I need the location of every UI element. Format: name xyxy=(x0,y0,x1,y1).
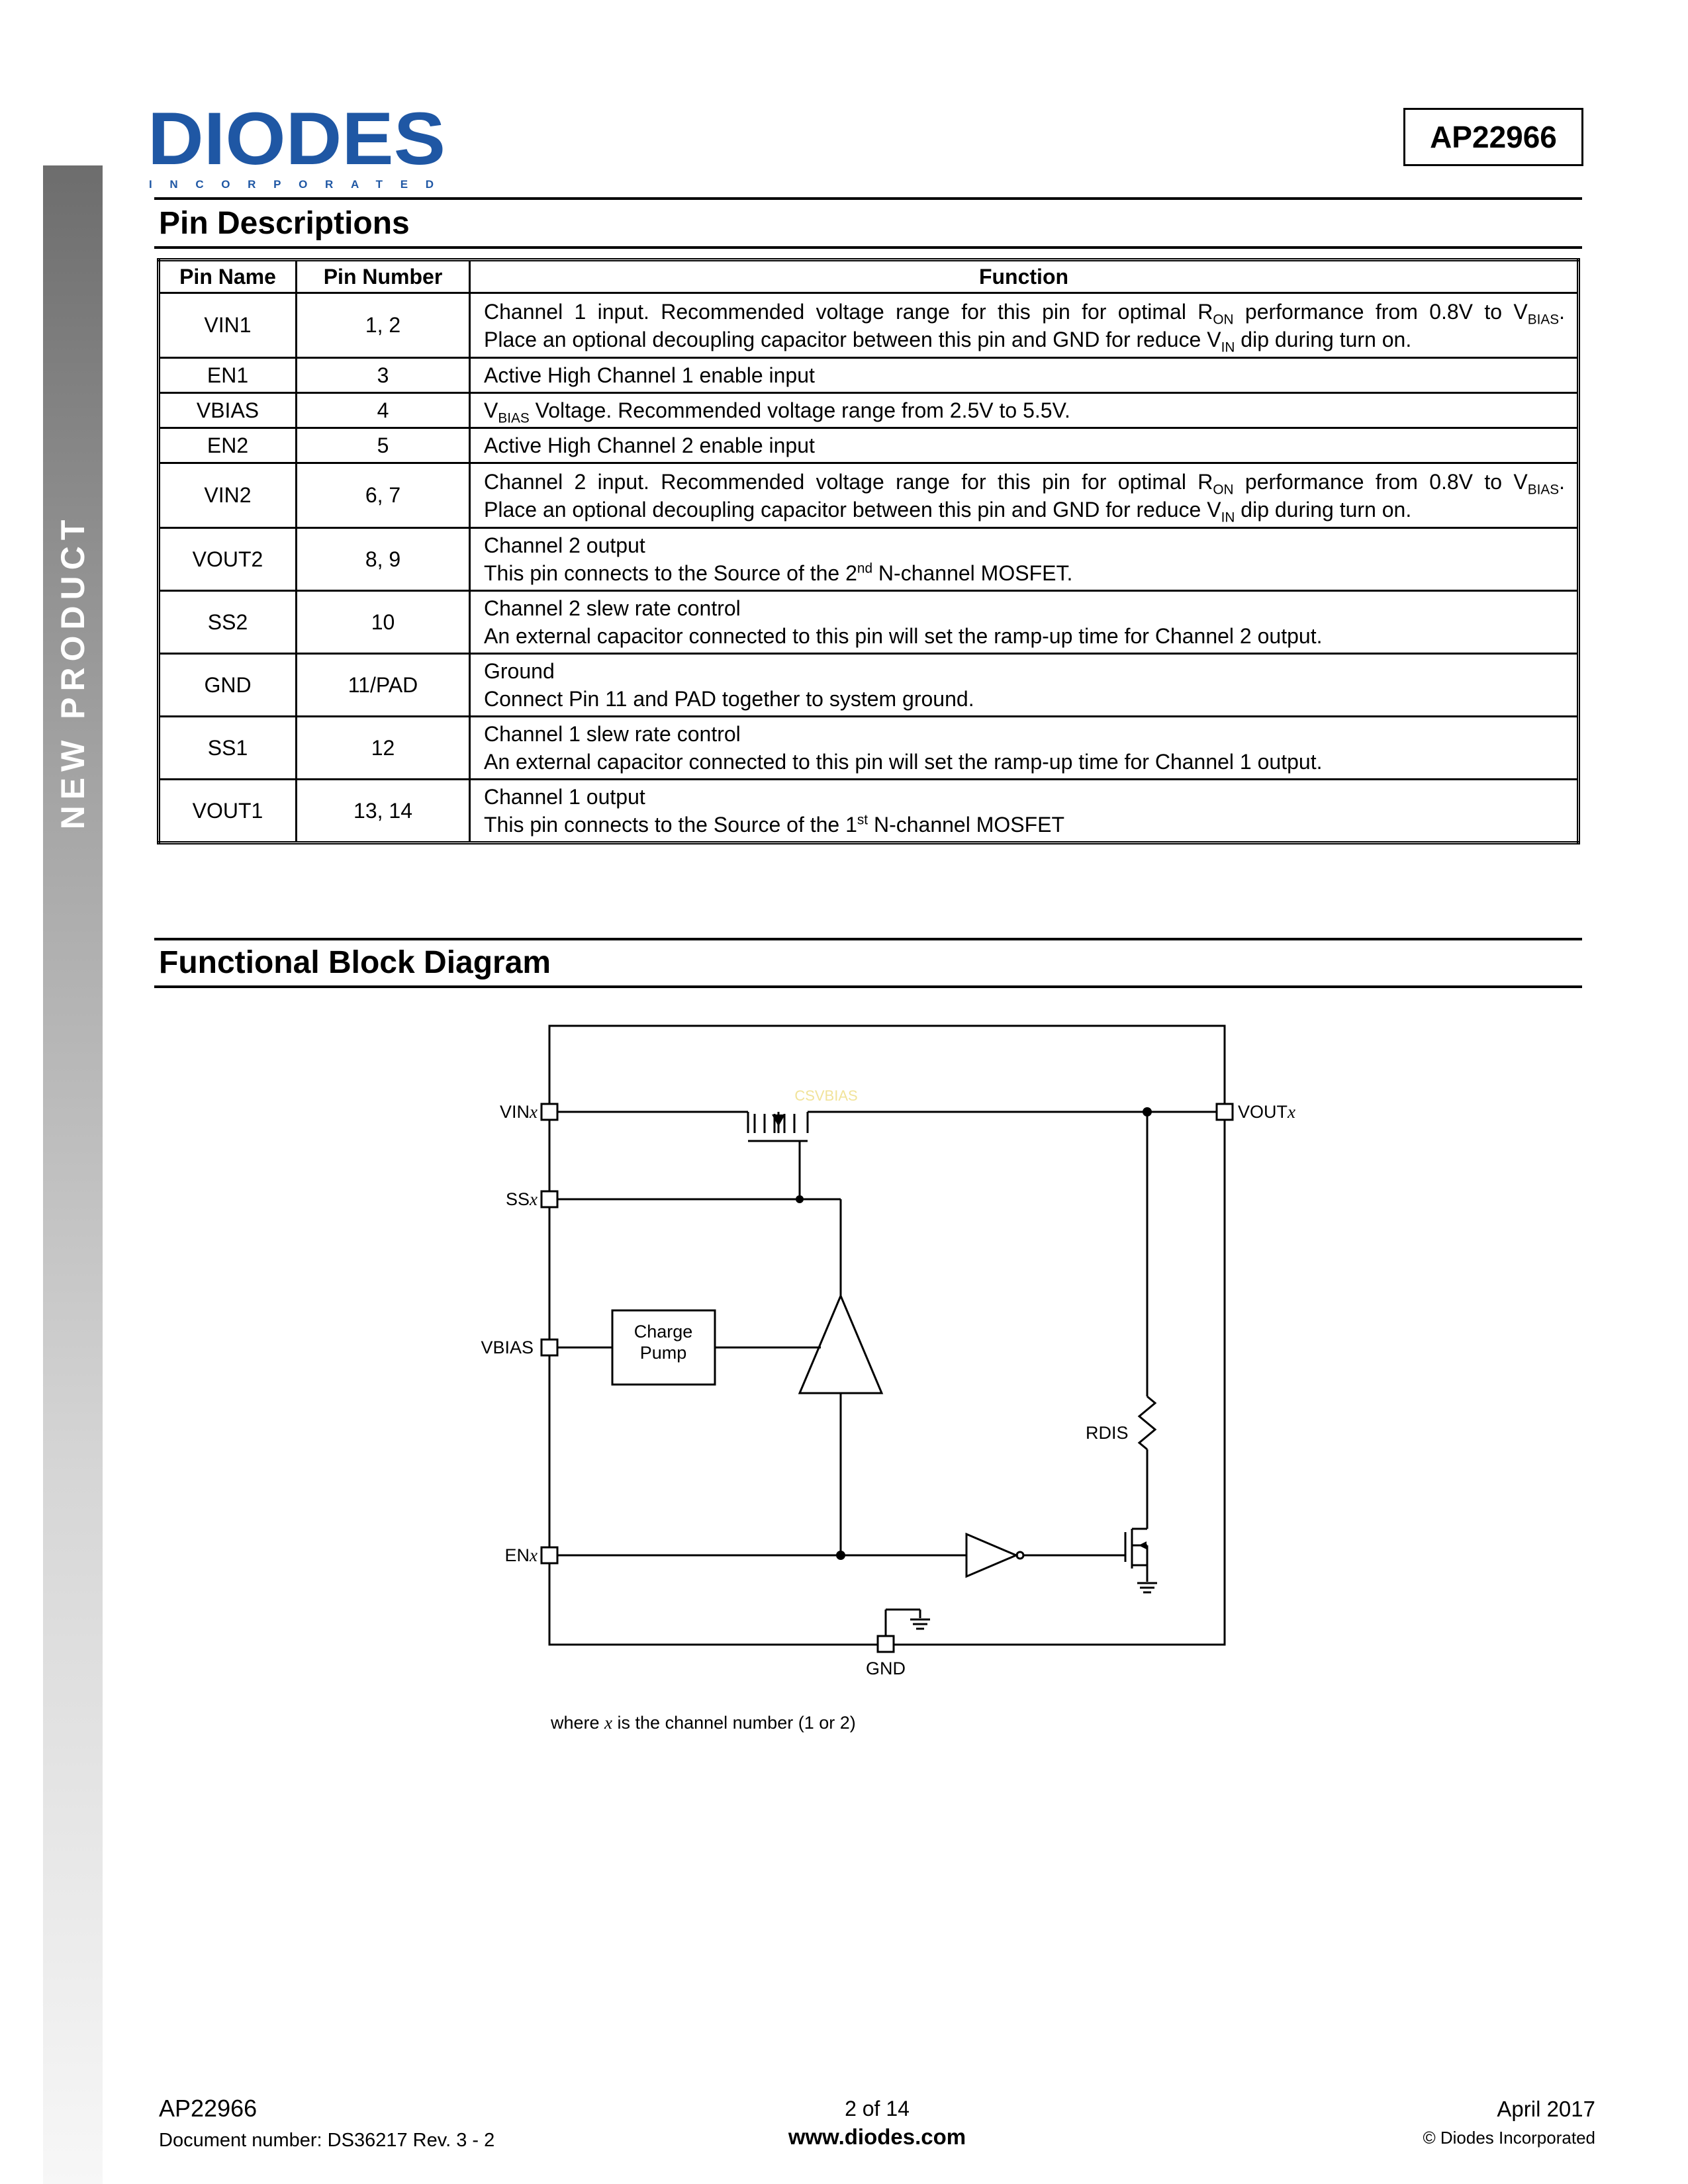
pin-function: Channel 2 slew rate control An external capacitor connected to this pin will set the ramp-up time for Channel 2 output. xyxy=(470,591,1579,654)
pin-number: 1, 2 xyxy=(297,293,470,358)
pin-number: 5 xyxy=(297,428,470,463)
pin-number: 11/PAD xyxy=(297,654,470,717)
rdis-resistor xyxy=(1139,1396,1155,1449)
pin-function: Channel 1 slew rate control An external capacitor connected to this pin will set the ramp-up time for Channel 1 output. xyxy=(470,717,1579,780)
pin-name: VIN2 xyxy=(159,463,297,528)
pin-name: VBIAS xyxy=(159,393,297,428)
pin-number: 12 xyxy=(297,717,470,780)
vout-label: VOUTx xyxy=(1238,1102,1295,1122)
pin-name: VIN1 xyxy=(159,293,297,358)
watermark-text: CSVBIAS xyxy=(794,1087,858,1104)
vbias-label: VBIAS xyxy=(481,1338,534,1357)
pin-name: VOUT2 xyxy=(159,528,297,591)
vout-pin xyxy=(1217,1104,1233,1120)
pin-number: 6, 7 xyxy=(297,463,470,528)
footer-date: April 2017 xyxy=(1497,2097,1595,2121)
header-function: Function xyxy=(470,260,1579,293)
pin-function: Active High Channel 1 enable input xyxy=(470,358,1579,393)
pin-number: 10 xyxy=(297,591,470,654)
en-pin xyxy=(541,1547,557,1563)
logo-wordmark: DIODES xyxy=(148,106,445,180)
pin-number: 3 xyxy=(297,358,470,393)
header-pin-name: Pin Name xyxy=(159,260,297,293)
amplifier-symbol xyxy=(800,1296,882,1393)
ss-label: SSx xyxy=(505,1189,538,1209)
pin-function: $V_{BIAS}$ Voltage. Recommended voltage range from 2.5V to 5.5V. xyxy=(470,393,1579,428)
pin-function: Ground Connect Pin 11 and PAD together to system ground. xyxy=(470,654,1579,717)
pin-function: Active High Channel 2 enable input xyxy=(470,428,1579,463)
diagram-note: where x is the channel number (1 or 2) xyxy=(551,1713,856,1733)
en-label: ENx xyxy=(504,1545,538,1565)
logo-tagline: INCORPORATED xyxy=(149,178,434,191)
pin-function: Channel 1 input. Recommended voltage range for this pin for optimal $R_{ON}$ performance from 0.8V to $V_{BIAS}$. Place an optional decoupling capacitor between this pin and GND for reduce $V_{IN}$ dip during turn on. xyxy=(470,293,1579,358)
ss-pin xyxy=(541,1191,557,1207)
footer-part-number: AP22966 xyxy=(159,2095,258,2122)
footer-copyright: © Diodes Incorporated xyxy=(1423,2128,1595,2148)
part-number-box: AP22966 xyxy=(1403,108,1583,166)
footer-document-number: Document number: DS36217 Rev. 3 - 2 xyxy=(159,2130,495,2151)
rdis-label: RDIS xyxy=(1086,1423,1129,1443)
pin-number: 4 xyxy=(297,393,470,428)
pin-number: 8, 9 xyxy=(297,528,470,591)
pin-name: SS2 xyxy=(159,591,297,654)
vin-label: VINx xyxy=(500,1102,538,1122)
pin-function: Channel 2 output This pin connects to the Source of the 2nd N-channel MOSFET. xyxy=(470,528,1579,591)
gnd-label: GND xyxy=(866,1659,906,1678)
sidebar-label: NEW PRODUCT xyxy=(54,514,91,830)
pin-name: SS1 xyxy=(159,717,297,780)
header-pin-number: Pin Number xyxy=(297,260,470,293)
pin-descriptions-title: Pin Descriptions xyxy=(159,206,410,241)
pin-number: 13, 14 xyxy=(297,780,470,843)
charge-pump-label-1: Charge xyxy=(633,1322,693,1342)
inverter-symbol xyxy=(966,1534,1016,1576)
vbias-pin xyxy=(541,1340,557,1355)
pin-name: EN2 xyxy=(159,428,297,463)
footer-website-link[interactable]: www.diodes.com xyxy=(788,2124,966,2149)
pin-name: VOUT1 xyxy=(159,780,297,843)
gnd-pin xyxy=(878,1636,894,1652)
vin-pin xyxy=(541,1104,557,1120)
block-diagram-title: Functional Block Diagram xyxy=(159,945,551,980)
pin-name: GND xyxy=(159,654,297,717)
pin-function: Channel 1 output This pin connects to the Source of the 1st N-channel MOSFET xyxy=(470,780,1579,843)
footer-page-number: 2 of 14 xyxy=(845,2097,910,2120)
pin-name: EN1 xyxy=(159,358,297,393)
charge-pump-label-2: Pump xyxy=(639,1343,687,1363)
pin-function: Channel 2 input. Recommended voltage range for this pin for optimal $R_{ON}$ performance from 0.8V to $V_{BIAS}$. Place an optional decoupling capacitor between this pin and GND for reduce $V_{IN}$ dip during turn on. xyxy=(470,463,1579,528)
